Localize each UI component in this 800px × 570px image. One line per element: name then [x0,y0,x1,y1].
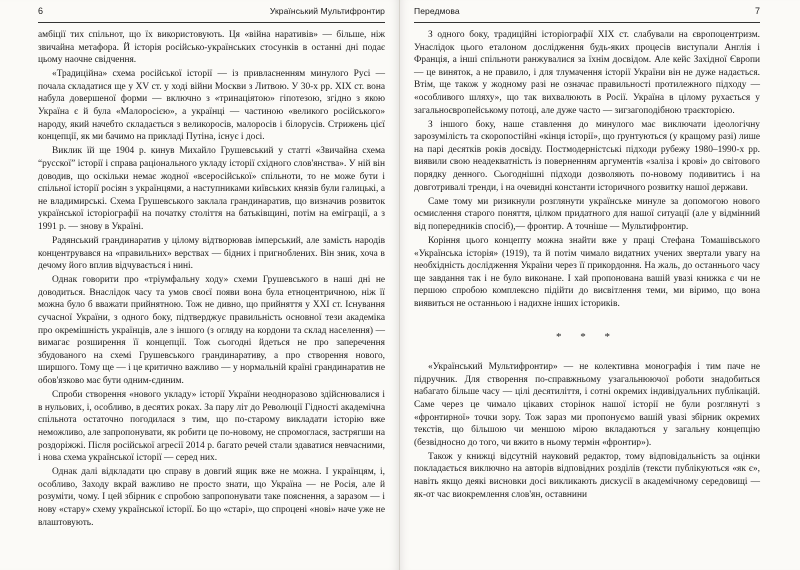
right-page-text [414,29,760,501]
section-separator: * * * [556,330,618,343]
paragraph: амбіції тих спільнот, що їх використовують. Ця «війна наративів» — більше, ніж звичайна метафора. Й історія російсько-українських стосунків в останні дні подає цьому наочне свідчення. [38,30,385,66]
running-head-left [38,6,385,23]
running-title-right: Передмова [414,6,460,16]
paragraph: Спроби створення «нового укладу» історії України неодноразово здійснювалися і в нульових, і, особливо, в десятих роках. За пару літ до Революції Гідності академічна спільнота остаточно погодилася з тим, що по-старому викладати історію вже неможливо, але запропонувати, як робити це по-новому, не спромоглася, застрягши на роздоріжжі. Після російської агресії 2014 р. багато речей стали здаватися невчасними, і нова схема української історії — серед них. [38,390,385,464]
paragraph: Коріння цього концепту можна знайти вже у праці Стефана Томашівського «Українська історія» (1919), та й потім чимало видатних учених звертали увагу на необхідність дослідження України через її прикордоння. На жаль, до останнього часу ще завдання так і не було виконане. І хай пропонована вашій увазі книжка є чи не першою спробою комплексно підійти до висвітлення теми, ми віримо, що вона виявиться не останньою і надихне інших істориків. [414,236,760,309]
paragraph: З іншого боку, наше ставлення до минулого має виключати ідеологічну зарозумілість та скоропостійні «кінця історії», що ґрунтуються (у кращому разі) лише на парі десятків років досвіду. Постмодерністські підходи рубежу 1980–1990-х рр. виявили свою неадекватність із поверненням аргументів «заліза і крові» до світового порядку денного. Сьогоднішні підходи дозволяють по-новому подивитись і на довготривалі тренди, і на очевидні константи історичного розвитку нашої держави. [414,119,760,193]
left-page-text [38,29,385,529]
running-head-right [414,6,760,23]
paragraph: Однак далі відкладати цю справу в довгий ящик вже не можна. І українцям, і, особливо, Заходу вкрай важливо не просто знати, що Україна — не Росія, але й розуміти, чому. І цей збірник є спробою запропонувати таке пояснення, а заразом — і нову «стару» схему української історії. Бо що «старі», що спроцені «нові» наче уже не влаштовують. [38,467,385,528]
page-number-left: 6 [38,6,44,16]
paragraph: Однак говорити про «тріумфальну ходу» схеми Грушевського в наші дні не доводиться. Внаслідок часу та умов своєї появи вона була етноцентричною, ніж її можна було б вважати прийнятною. Тож не дивно, що прийняття у XXI ст. Існування сучасної України, з одного боку, підтверджує правильність основної тези академіка про окремішність українців, але з іншого (з огляду на кордони та склад населення) — вимагає розширення її концепції. Тож сьогодні йдеться не про заперечення збудованого на схемі Грушевського грандинаративу, а про створення нового, ширшого. Тому ще — і це критично важливо — у нормальній країні грандинаратив не обов'язково має бути одним-єдиним. [38,275,385,387]
right-page [400,0,800,570]
paragraph: «Традиційна» схема російської історії — із привласненням минулого Русі — почала складатися ще у XV ст. у ході війни Москви з Литвою. У 30-х рр. XIX ст. вона набула довершеної форми — включно з «тринаціятою» гіпотезою, згідно з якою Україна є й була «Малоросією», а українці — частиною «великого російського» народу, який начебто складається з великоросів, малоросів і білорусів. Стрижень цієї концепції, як ми бачимо на прикладі Путіна, існує і досі. [38,69,385,143]
paragraph: З одного боку, традиційні історіографії XIX ст. слабували на європоцентризм. Унаслідок цього еталоном дослідження будь-яких процесів виступали Англія і Франція, а інші спільноти ранжувалися за їхнім досвідом. Але кейс Західної Європи — це виняток, а не правило, і для тлумачення історії України він не дуже надається. Втім, ще також у жодному разі не означає правильності протилежного підходу — «особливого шляху», що так вихвалюють в Росії. Україна в цілому рухається у загальноєвропейському потоці, але дуже часто — зигзагоподібною траєкторією. [414,30,760,116]
paragraph: «Український Мультифронтир» — не колективна монографія і тим паче не підручник. Для створення по-справжньому узагальнюючої роботи знадобиться набагато більше часу — цілі десятиліття, і сотні окремих індивідуальних публікацій. Саме через це чимало цікавих сторінок нашої історії не були розглянуті з «фронтирної» точки зору. Тож зараз ми пропонуємо вашій увазі збірник окремих текстів, що більшою чи меншою мірою вкладаються у загальну концепцію (безвідносно до того, чи вжито в ньому термін «фронтир»). [414,362,760,448]
paragraph: Радянський грандинаратив у цілому відтворював імперський, але замість народів концентрувався на «правильних» верствах — бідних і пригноблених. Він зник, хоча в дечому його вплив відчувається і нині. [38,236,385,272]
paragraph: Саме тому ми ризикнули розглянути українське минуле за допомогою нового осмислення старого поняття, цілком придатного для нашої ситуації (але у відмінний від попередників спосіб),— фронтир. А точніше — Мультифронтир. [414,196,760,232]
running-title-left: Український Мультифронтир [269,6,385,16]
paragraph: Також у книжці відсутній науковий редактор, тому відповідальність за оцінки покладається виключно на авторів відповідних розділів (тексти публікуються «як є», навіть якщо деякі висновки досі викликають дискусії в академічному середовищі — як-от час виокремлення слов'ян, оставнини [414,451,760,500]
page-number-right: 7 [754,6,760,16]
paragraph: Виклик їй ще 1904 р. кинув Михайло Грушевський у статті «Звичайна схема “русскої” історії і справа раціонального укладу історії східного слов'янства». У ній він доводив, що оскільки немає жодної «всеросійської» спільноти, то не може бути і спільної історії росіян з українцями, а наступниками київських князів були галицькі, а не владимирські. Схема Грушевського заклала грандинаратив, що визначив розвиток української історіографії на початку століття на батьківщині, потім на еміграції, а з 1991 р. — знову в Україні. [38,146,385,232]
